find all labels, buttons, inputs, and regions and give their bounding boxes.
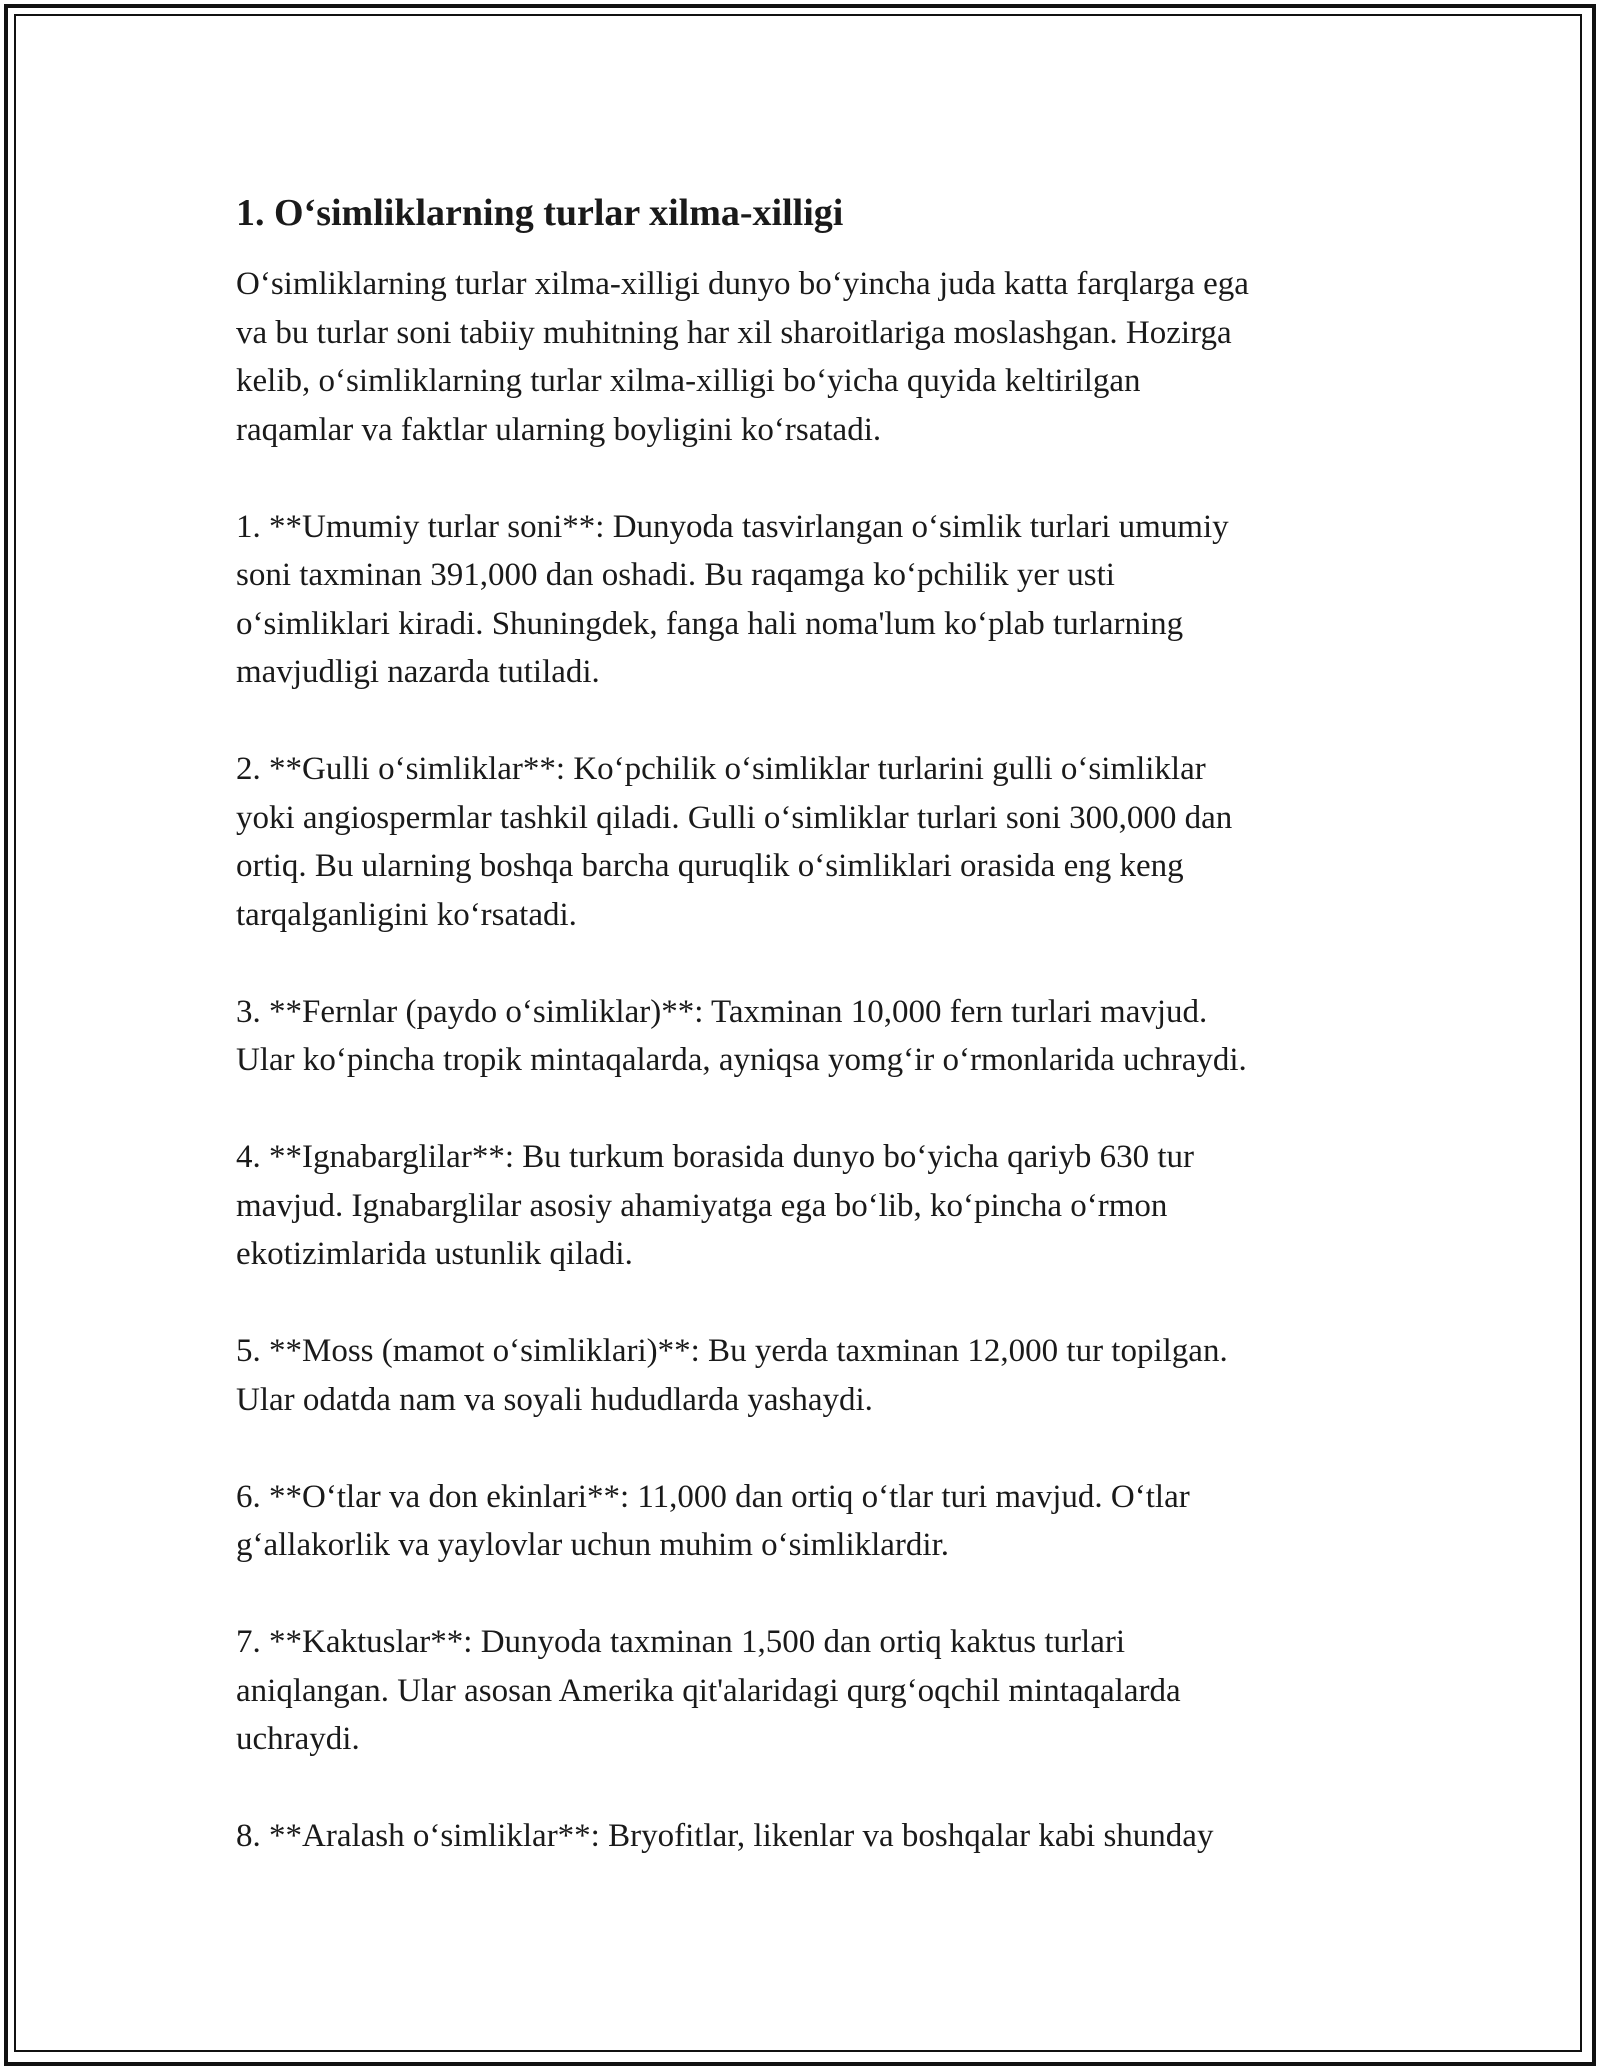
text-line: mavjud. Ignabarglilar asosiy ahamiyatga ega bo‘lib, ko‘pincha o‘rmon: [236, 1187, 1168, 1224]
text-line: Ular ko‘pincha tropik mintaqalarda, ayniqsa yomg‘ir o‘rmonlarida uchraydi.: [236, 1042, 1247, 1078]
list-item-3: [236, 988, 1386, 1085]
list-item-5: [236, 1327, 1386, 1424]
list-item-4: [236, 1133, 1386, 1279]
list-item-7: [236, 1618, 1386, 1764]
text-line: O‘simliklarning turlar xilma-xilligi dunyo bo‘yincha juda katta farqlarga ega: [236, 266, 1249, 302]
list-item-2: [236, 745, 1386, 939]
text-line: soni taxminan 391,000 dan oshadi. Bu raqamga ko‘pchilik yer usti: [236, 557, 1115, 593]
text-line: o‘simliklari kiradi. Shuningdek, fanga hali noma'lum ko‘plab turlarning: [236, 605, 1184, 642]
text-line: 2. **Gulli o‘simliklar**: Ko‘pchilik o‘simliklar turlarini gulli o‘simliklar: [236, 751, 1206, 787]
text-line: kelib, o‘simliklarning turlar xilma-xilligi bo‘yicha quyida keltirilgan: [236, 363, 1141, 399]
list-item-8: [236, 1812, 1386, 1861]
text-line: 6. **O‘tlar va don ekinlari**: 11,000 dan ortiq o‘tlar turi mavjud. O‘tlar: [236, 1478, 1190, 1515]
text-line: 5. **Moss (mamot o‘simliklari)**: Bu yerda taxminan 12,000 tur topilgan.: [236, 1333, 1228, 1369]
text-line: 8. **Aralash o‘simliklar**: Bryofitlar, likenlar va boshqalar kabi shunday: [236, 1818, 1214, 1854]
text-line: g‘allakorlik va yaylovlar uchun muhim o‘simliklardir.: [236, 1527, 950, 1563]
text-line: Ular odatda nam va soyali hududlarda yashaydi.: [236, 1381, 873, 1418]
text-line: 3. **Fernlar (paydo o‘simliklar)**: Taxminan 10,000 fern turlari mavjud.: [236, 993, 1208, 1030]
text-line: tarqalganligini ko‘rsatadi.: [236, 896, 577, 933]
text-line: mavjudligi nazarda tutiladi.: [236, 654, 600, 690]
text-line: aniqlangan. Ular asosan Amerika qit'alaridagi qurg‘oqchil mintaqalarda: [236, 1672, 1181, 1709]
text-line: 1. **Umumiy turlar soni**: Dunyoda tasvirlangan o‘simlik turlari umumiy: [236, 508, 1229, 545]
section-heading: 1. O‘simliklarning turlar xilma-xilligi: [236, 192, 844, 234]
text-line: ortiq. Bu ularning boshqa barcha quruqlik o‘simliklari orasida eng keng: [236, 848, 1184, 884]
text-line: 4. **Ignabarglilar**: Bu turkum borasida dunyo bo‘yicha qariyb 630 tur: [236, 1139, 1195, 1175]
text-line: ekotizimlarida ustunlik qiladi.: [236, 1236, 633, 1272]
text-line: va bu turlar soni tabiiy muhitning har xil sharoitlariga moslashgan. Hozirga: [236, 314, 1232, 351]
list-item-1: [236, 503, 1386, 697]
intro-paragraph: [236, 260, 1386, 454]
document-body: [236, 188, 1386, 1861]
text-line: 7. **Kaktuslar**: Dunyoda taxminan 1,500 dan ortiq kaktus turlari: [236, 1624, 1126, 1660]
text-line: yoki angiospermlar tashkil qiladi. Gulli o‘simliklar turlari soni 300,000 dan: [236, 799, 1233, 836]
text-line: uchraydi.: [236, 1721, 360, 1757]
text-line: raqamlar va faktlar ularning boyligini ko‘rsatadi.: [236, 411, 882, 448]
list-item-6: [236, 1473, 1386, 1570]
